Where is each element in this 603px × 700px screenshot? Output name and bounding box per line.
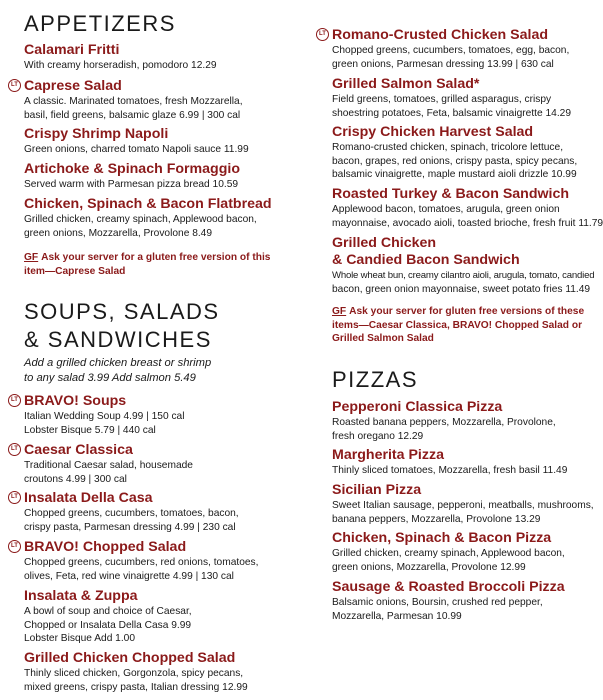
gf-text: Grilled Salmon Salad bbox=[332, 333, 434, 345]
item-desc: A bowl of soup and choice of Caesar, bbox=[24, 606, 192, 617]
menu-item-harvest-salad bbox=[332, 124, 577, 182]
menu-item-candied-bacon-sandwich bbox=[332, 235, 594, 296]
item-name: Insalata Della Casa bbox=[24, 490, 153, 506]
item-desc: bacon, green onion mayonnaise, sweet potato fries 11.49 bbox=[332, 283, 591, 295]
lighter-tastes-icon: LT bbox=[316, 28, 329, 41]
lighter-tastes-icon: LT bbox=[8, 491, 21, 504]
item-desc: Italian Wedding Soup 4.99 | 150 cal bbox=[24, 411, 185, 422]
menu-item-artichoke bbox=[24, 161, 240, 192]
item-name: Romano-Crusted Chicken Salad bbox=[332, 27, 549, 43]
item-name: Caprese Salad bbox=[24, 78, 122, 94]
item-desc: Traditional Caesar salad, housemade bbox=[24, 460, 193, 471]
menu-item-crispy-shrimp bbox=[24, 126, 249, 157]
item-desc: Balsamic onions, Boursin, crushed red pepper, bbox=[332, 597, 543, 608]
menu-item-flatbread bbox=[24, 196, 272, 240]
item-desc: Whole wheat bun, creamy cilantro aioli, arugula, tomato, candied bbox=[332, 270, 595, 281]
item-name: Crispy Shrimp Napoli bbox=[24, 126, 169, 142]
menu-item-chicken-spinach-pizza bbox=[332, 530, 565, 574]
item-name: Sicilian Pizza bbox=[332, 482, 422, 498]
soups-heading-line2: & SANDWICHES bbox=[24, 327, 212, 352]
item-name: BRAVO! Chopped Salad bbox=[24, 539, 187, 555]
item-desc: banana peppers, Mozzarella, Provolone 13.29 bbox=[332, 513, 541, 525]
item-name: Grilled Chicken Chopped Salad bbox=[24, 650, 236, 666]
item-desc: croutons 4.99 | 300 cal bbox=[24, 473, 127, 485]
item-desc: Roasted banana peppers, Mozzarella, Provolone, bbox=[332, 417, 556, 428]
gf-text: Ask your server for a gluten free version of this bbox=[41, 252, 271, 263]
item-name: Roasted Turkey & Bacon Sandwich bbox=[332, 186, 570, 202]
soups-heading-line1: SOUPS, SALADS bbox=[24, 299, 220, 324]
item-desc: Thinly sliced tomatoes, Mozzarella, fresh basil 11.49 bbox=[332, 465, 568, 476]
right-column bbox=[319, 0, 603, 700]
item-desc: Chopped or Insalata Della Casa 9.99 bbox=[24, 619, 192, 631]
item-name: BRAVO! Soups bbox=[24, 393, 127, 409]
item-desc: green onions, Mozzarella, Provolone 12.99 bbox=[332, 561, 526, 573]
menu-item-caesar bbox=[11, 442, 193, 486]
item-desc: shoestring potatoes, Feta, balsamic vinaigrette 14.29 bbox=[332, 107, 571, 119]
item-desc: A classic. Marinated tomatoes, fresh Mozzarella, bbox=[24, 96, 243, 107]
gluten-free-note bbox=[24, 251, 270, 278]
menu-item-grilled-chicken-chopped bbox=[24, 650, 248, 694]
item-desc: olives, Feta, red wine vinaigrette 4.99 | 130 cal bbox=[24, 570, 234, 582]
item-desc: basil, field greens, balsamic glaze 6.99 | 300 cal bbox=[24, 109, 241, 121]
item-desc: Lobster Bisque Add 1.00 bbox=[24, 633, 136, 645]
item-desc: mayonnaise, avocado aioli, toasted brioche, fresh fruit 11.79 bbox=[332, 217, 603, 229]
item-desc: Grilled chicken, creamy spinach, Applewood bacon, bbox=[24, 214, 257, 225]
item-desc: crispy pasta, Parmesan dressing 4.99 | 230 cal bbox=[24, 521, 236, 533]
item-desc: Chopped greens, cucumbers, tomatoes, egg, bacon, bbox=[332, 45, 570, 56]
item-name: Grilled Chicken bbox=[332, 235, 437, 251]
item-name: Chicken, Spinach & Bacon Pizza bbox=[332, 530, 552, 546]
item-desc: Applewood bacon, tomatoes, arugula, green onion bbox=[332, 204, 560, 215]
item-desc: Grilled chicken, creamy spinach, Applewood bacon, bbox=[332, 548, 565, 559]
item-name: Sausage & Roasted Broccoli Pizza bbox=[332, 579, 565, 595]
item-name: Chicken, Spinach & Bacon Flatbread bbox=[24, 196, 272, 212]
menu-item-bravo-soups bbox=[11, 393, 185, 437]
item-desc: bacon, grapes, red onions, crispy pasta, spicy pecans, bbox=[332, 155, 578, 167]
item-desc: fresh oregano 12.29 bbox=[332, 430, 424, 442]
item-desc: Green onions, charred tomato Napoli sauce 11.99 bbox=[24, 144, 249, 155]
item-name: Crispy Chicken Harvest Salad bbox=[332, 124, 534, 140]
item-name: Pepperoni Classica Pizza bbox=[332, 399, 503, 415]
lighter-tastes-icon: LT bbox=[8, 79, 21, 92]
lighter-tastes-icon: LT bbox=[8, 540, 21, 553]
menu-item-chopped-salad bbox=[11, 539, 259, 583]
item-desc: With creamy horseradish, pomodoro 12.29 bbox=[24, 60, 217, 71]
item-desc: Chopped greens, cucumbers, tomatoes, bacon, bbox=[24, 508, 239, 519]
note-line: to any salad 3.99 Add salmon 5.49 bbox=[24, 372, 196, 384]
item-desc: Field greens, tomatoes, grilled asparagus, crispy bbox=[332, 94, 552, 105]
item-desc: green onions, Parmesan dressing 13.99 | 630 cal bbox=[332, 58, 554, 70]
item-desc: Chopped greens, cucumbers, red onions, tomatoes, bbox=[24, 557, 259, 568]
menu-item-salmon-salad bbox=[332, 76, 571, 120]
menu-item-romano-chicken-salad bbox=[319, 27, 570, 71]
item-desc: green onions, Mozzarella, Provolone 8.49 bbox=[24, 227, 213, 239]
note-line: Add a grilled chicken breast or shrimp bbox=[24, 357, 212, 369]
item-desc: mixed greens, crispy pasta, Italian dressing 12.99 bbox=[24, 681, 248, 693]
menu-item-turkey-sandwich bbox=[332, 186, 603, 230]
lighter-tastes-icon: LT bbox=[8, 394, 21, 407]
menu-item-sicilian-pizza bbox=[332, 482, 594, 526]
item-name: Insalata & Zuppa bbox=[24, 588, 138, 604]
item-name: Margherita Pizza bbox=[332, 447, 444, 463]
appetizers-heading: APPETIZERS bbox=[24, 11, 176, 36]
menu-item-margherita-pizza bbox=[332, 447, 567, 478]
menu-item-insalata-casa bbox=[11, 490, 239, 534]
gf-tag: GF bbox=[24, 252, 39, 263]
menu-item-pepperoni-pizza bbox=[332, 399, 556, 443]
item-name: & Candied Bacon Sandwich bbox=[332, 252, 520, 268]
menu-item-calamari bbox=[24, 42, 217, 73]
menu-item-sausage-broccoli-pizza bbox=[332, 579, 565, 623]
item-desc: Served warm with Parmesan pizza bread 10.59 bbox=[24, 179, 239, 190]
gf-text: items—Caesar Classica, BRAVO! Chopped Salad or bbox=[332, 319, 583, 331]
item-desc: Romano-crusted chicken, spinach, tricolore lettuce, bbox=[332, 142, 564, 153]
menu-item-insalata-zuppa bbox=[24, 588, 192, 646]
gf-text: item—Caprese Salad bbox=[24, 265, 126, 277]
item-desc: Mozzarella, Parmesan 10.99 bbox=[332, 610, 462, 622]
menu-item-caprese bbox=[11, 78, 243, 122]
gf-tag: GF bbox=[332, 306, 347, 317]
item-desc: balsamic vinaigrette, maple mustard aioli drizzle 10.99 bbox=[332, 169, 577, 181]
item-desc: Sweet Italian sausage, pepperoni, meatballs, mushrooms, bbox=[332, 500, 594, 511]
gf-text: Ask your server for gluten free versions of these bbox=[349, 306, 585, 317]
item-name: Calamari Fritti bbox=[24, 42, 120, 58]
pizzas-heading: PIZZAS bbox=[332, 367, 419, 392]
gluten-free-note bbox=[332, 305, 584, 346]
item-desc: Lobster Bisque 5.79 | 440 cal bbox=[24, 424, 156, 436]
item-name: Caesar Classica bbox=[24, 442, 133, 458]
item-desc: Thinly sliced chicken, Gorgonzola, spicy pecans, bbox=[24, 668, 244, 679]
item-name: Grilled Salmon Salad* bbox=[332, 76, 480, 92]
add-protein-note bbox=[24, 356, 211, 386]
lighter-tastes-icon: LT bbox=[8, 443, 21, 456]
item-name: Artichoke & Spinach Formaggio bbox=[24, 161, 240, 177]
